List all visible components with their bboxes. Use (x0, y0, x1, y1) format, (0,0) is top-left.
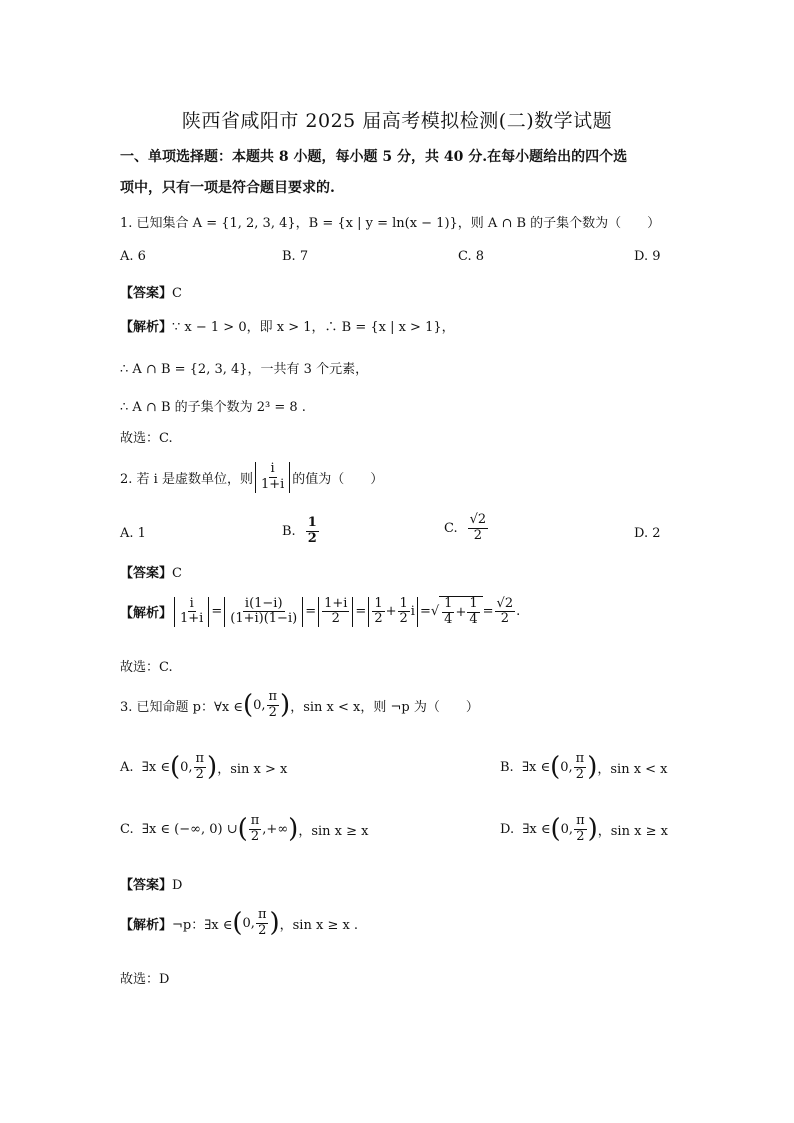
q2-a-result-num: √2 (496, 595, 514, 611)
q2-option-d: D. 2 (634, 526, 661, 541)
q1-analysis-line3: ∴ A ∩ B 的子集个数为 2³ = 8 . (120, 400, 306, 415)
q1-answer-value: C (172, 286, 182, 301)
section-heading-line2: 项中，只有一项是符合题目要求的. (120, 180, 335, 196)
q2-frac-num: i (270, 461, 275, 476)
q1-analysis-line1 (120, 316, 455, 335)
q3-two: 2 (268, 704, 277, 720)
q2-stem-prefix: 2. 若 i 是虚数单位，则 (120, 471, 253, 487)
q1-answer (120, 282, 182, 301)
q3-an-zero: 0, (242, 915, 255, 931)
analysis-tag: 【解析】 (120, 320, 173, 335)
q2-a-num1: i(1−i) (244, 595, 283, 611)
q3-a-two: 2 (195, 766, 204, 782)
q1-stem: 1. 已知集合 A = {1, 2, 3, 4}，B = {x | y = ln(x − 1)}，则 A ∩ B 的子集个数为（ ） (120, 216, 661, 231)
q3-b-rel: ，sin x < x (597, 761, 668, 777)
q2-a-den3b: 2 (399, 611, 408, 627)
q3-a-quant: ∃x ∈ (141, 759, 170, 775)
q3-option-d: D. ∃x ∈ ( 0, $\frac{\pi}{2}$ ) ，sin x ≥ x (500, 813, 668, 845)
q3-analysis: 【解析】 ¬p：∃x ∈ ( 0, $\frac{\pi}{2}$ ) ，sin x ≥ x . (120, 907, 359, 939)
answer-tag: 【答案】 (120, 286, 173, 301)
q1-analysis-line2: ∴ A ∩ B = {2, 3, 4}，一共有 3 个元素， (120, 362, 369, 377)
q3-c-quant: ∃x ∈ (−∞, 0) ∪ (141, 821, 238, 837)
q2-option-b-den: 2 (307, 530, 317, 546)
q3-pi: π (268, 689, 278, 704)
q1-option-c: C. 8 (458, 249, 485, 264)
q2-frac-den: 1+i (260, 476, 285, 492)
q1-analysis-text1: ∵ x − 1 > 0，即 x > 1，∴ B = {x | x > 1}， (172, 320, 455, 335)
q3-b-label: B. (500, 759, 514, 775)
q3-a-label: A. (120, 759, 134, 775)
q3-a-pi: π (195, 751, 205, 766)
q3-c-two: 2 (250, 828, 260, 844)
q3-b-zero: 0, (560, 759, 573, 775)
q3-b-two: 2 (575, 766, 585, 782)
q2-conclusion: 故选：C. (120, 660, 173, 675)
q3-c-rel: ，sin x ≥ x (298, 823, 369, 839)
q3-b-quant: ∃x ∈ (521, 759, 551, 775)
q3-c-pi: π (250, 813, 260, 828)
q3-an-pi: π (257, 907, 267, 922)
q2-option-c-label: C. (444, 520, 458, 536)
q2-a-num4b: 1 (469, 596, 478, 611)
q3-d-quant: ∃x ∈ (522, 821, 551, 837)
q3-stem-mid: ，sin x < x，则 ¬p 为（ ） (290, 699, 479, 715)
q3-answer (120, 874, 182, 893)
q3-an-two: 2 (258, 922, 267, 938)
q3-d-label: D. (500, 821, 515, 837)
q3-stem-prefix: 3. 已知命题 p：∀x ∈ (120, 699, 243, 715)
q3-stem: 3. 已知命题 p：∀x ∈ ( 0, $\frac{\pi}{2}$ ) ，sin x < x，则 ¬p 为（ ） (120, 689, 479, 721)
analysis-tag: 【解析】 (120, 917, 173, 933)
q2-option-a: A. 1 (120, 526, 146, 541)
q2-abs-expression (255, 462, 290, 493)
q2-option-b (282, 516, 320, 547)
q3-a-zero: 0, (180, 759, 193, 775)
q3-c-label: C. (120, 821, 134, 837)
q3-conclusion: 故选：D (120, 972, 170, 987)
answer-tag: 【答案】 (120, 566, 173, 581)
q1-conclusion: 故选：C. (120, 431, 173, 446)
q2-a-den4b: 4 (469, 611, 478, 627)
q2-option-b-label: B. (282, 523, 296, 539)
section-heading-line1: 一、单项选择题：本题共 8 小题，每小题 5 分，共 40 分.在每小题给出的四个选 (120, 149, 628, 165)
q2-a-result-den: 2 (500, 611, 509, 627)
q2-a-den3a: 2 (374, 611, 383, 627)
q3-d-zero: 0, (560, 821, 574, 837)
q2-stem-suffix: 的值为（ ） (292, 471, 384, 487)
q1-option-d: D. 9 (634, 249, 661, 264)
q2-a-den2: 2 (331, 611, 340, 627)
q2-a-num3b: 1 (399, 595, 408, 611)
q2-a-den1: (1+i)(1−i) (230, 611, 298, 627)
q2-a-num0: i (189, 595, 194, 611)
q3-b-pi: π (575, 751, 585, 766)
q2-option-b-num: 1 (307, 515, 317, 530)
q1-option-b: B. 7 (282, 249, 309, 264)
q1-option-a: A. 6 (120, 249, 146, 264)
q2-stem (120, 462, 383, 493)
q3-option-c: C. ∃x ∈ (−∞, 0) ∪ ( $\frac{\pi}{2}$ ,+∞ ) ，sin x ≥ x (120, 813, 369, 845)
q3-d-rel: ，sin x ≥ x (597, 823, 668, 839)
q3-analysis-suffix: ，sin x ≥ x . (279, 917, 359, 933)
q2-option-c-num: √2 (469, 512, 487, 527)
q2-option-c-den: 2 (473, 527, 483, 543)
q3-a-rel: ，sin x > x (217, 761, 288, 777)
q3-d-two: 2 (576, 828, 585, 844)
q2-a-den0: 1+i (180, 611, 204, 627)
q3-c-right: ,+∞ (262, 821, 289, 837)
answer-tag: 【答案】 (120, 878, 173, 893)
q3-option-a: A. ∃x ∈ ( 0, $\frac{\pi}{2}$ ) ，sin x > x (120, 751, 288, 783)
q3-d-pi: π (576, 813, 585, 828)
page-title: 陕西省咸阳市 2025 届高考模拟检测(二)数学试题 (181, 110, 613, 132)
q2-a-num3a: 1 (374, 595, 383, 611)
q2-analysis: 【解析】 $\frac{i}{1+i}$ = $\frac{i(1-i)}{(1+i)(1-i)}$ = $\frac{1+i}{2}$ = $\frac{1}{2}$ + $\frac{1}{2}$ i = √ $\frac{1}{4}$ + $\frac{1}{4}$ = $\frac{√2}{2}$ . (120, 595, 521, 627)
q3-answer-value: D (172, 878, 183, 893)
q2-answer-value: C (172, 566, 182, 581)
q2-a-num2: 1+i (324, 595, 348, 611)
q2-answer (120, 562, 182, 581)
q2-a-num4a: 1 (444, 596, 453, 611)
analysis-tag: 【解析】 (120, 606, 173, 622)
q3-analysis-prefix: ¬p：∃x ∈ (172, 917, 233, 933)
q3-option-b: B. ∃x ∈ ( 0, $\frac{\pi}{2}$ ) ，sin x < x (500, 751, 668, 783)
q3-zero: 0, (253, 697, 266, 713)
q2-a-den4a: 4 (444, 611, 453, 627)
q2-option-c (444, 513, 489, 544)
